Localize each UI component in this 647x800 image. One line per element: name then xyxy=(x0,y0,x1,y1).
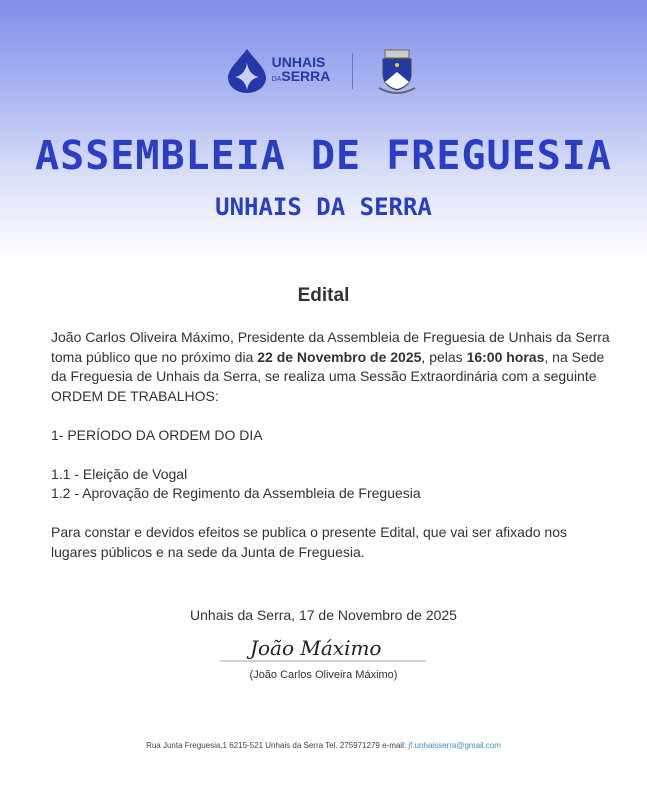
brand-da: DA xyxy=(271,76,282,83)
closing-paragraph: Para constar e devidos efeitos se publica o presente Edital, que vai ser afixado nos lugares públicos e na sede da Junta de Freguesia. xyxy=(51,524,567,560)
brand-line2: SERRA xyxy=(281,68,331,84)
brand-line1: UNHAIS xyxy=(271,54,326,70)
place-date: Unhais da Serra, 17 de Novembro de 2025 xyxy=(190,607,457,623)
drop-star-icon xyxy=(228,49,266,93)
unhais-logo xyxy=(228,49,331,93)
agenda-items: 1.1 - Eleição de Vogal 1.2 - Aprovação de Regimento da Assembleia de Freguesia xyxy=(51,465,421,501)
header-logos xyxy=(0,48,647,94)
coat-of-arms-icon xyxy=(375,48,419,94)
signatory-name: (João Carlos Oliveira Máximo) xyxy=(249,669,398,681)
email-link[interactable]: jf.unhaisserra@gmail.com xyxy=(408,741,501,750)
document-body xyxy=(51,328,611,562)
agenda-section: 1- PERÍODO DA ORDEM DO DIA xyxy=(51,426,263,443)
svg-text:João Máximo: João Máximo xyxy=(250,636,382,660)
page-title: ASSEMBLEIA DE FREGUESIA xyxy=(35,133,612,179)
document-content xyxy=(0,328,647,682)
logo-divider xyxy=(352,53,353,89)
footer: Rua Junta Freguesia,1 6215-521 Unhais da Serra Tel. 275971279 e-mail: jf.unhaisserra@gmail.com xyxy=(146,741,501,750)
intro-paragraph: João Carlos Oliveira Máximo, Presidente da Assembleia de Freguesia de Unhais da Serra toma público que no próximo dia 22 de Novembro de 2025, pelas 16:00 horas, na Sede da Freguesia de Unhais da Serra, se realiza uma Sessão Extraordinária com a seguinte ORDEM DE TRABALHOS: xyxy=(51,329,610,404)
page-subtitle: UNHAIS DA SERRA xyxy=(215,193,432,221)
signature xyxy=(220,634,430,664)
document-title: Edital xyxy=(297,285,350,306)
